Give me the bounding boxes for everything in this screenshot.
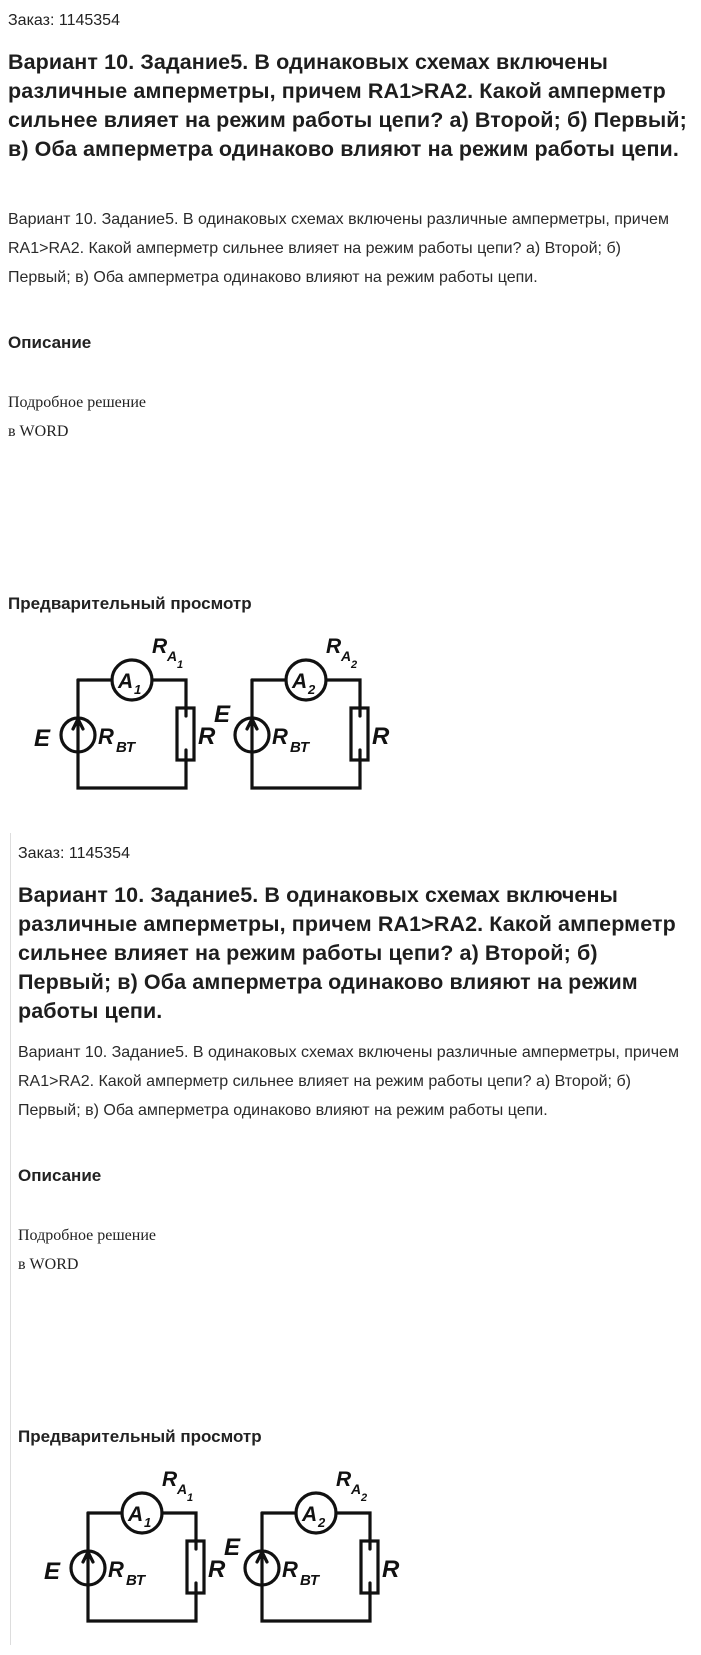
- internal-res-label: R: [108, 1557, 124, 1582]
- description-line-1: Подробное решение: [18, 1227, 156, 1244]
- ra2-sub: A: [341, 648, 352, 664]
- emf-2-label: E: [224, 1534, 241, 1561]
- description-line-2: в WORD: [8, 423, 69, 440]
- ammeter-2-label: A: [292, 670, 308, 693]
- description-line-2: в WORD: [18, 1256, 79, 1273]
- internal-sub-label: ВТ: [126, 1572, 146, 1589]
- emf-label: E: [44, 1558, 61, 1585]
- ra1-sub2: 1: [187, 1492, 194, 1504]
- order-label: Заказ: 1145354: [18, 845, 130, 862]
- ra1-label: R: [152, 635, 168, 658]
- task-lead: Вариант 10. Задание5. В одинаковых схемах включены различные амперметры, причем RA1>RA2. Какой амперметр сильнее влияет на режим работы цепи? а) Второй; б) Первый; в) Оба амперметра одинаково влияют на режим работы цепи.: [18, 1044, 679, 1119]
- internal-sub-2-label: ВТ: [300, 1572, 320, 1589]
- load-1-label: R: [198, 723, 216, 750]
- ra1-sub: A: [177, 1481, 188, 1497]
- load-2-label: R: [382, 1556, 400, 1583]
- task-title: Вариант 10. Задание5. В одинаковых схемах включены различные амперметры, причем RA1>RA2. Какой амперметр сильнее влияет на режим работы цепи? а) Второй; б) Первый; в) Оба амперметра одинаково влияют на режим работы цепи.: [8, 50, 687, 161]
- ammeter-2-sub: 2: [308, 682, 316, 697]
- internal-sub-label: ВТ: [116, 739, 136, 756]
- description-heading: Описание: [8, 333, 92, 352]
- load-2-label: R: [372, 723, 390, 750]
- ra2-sub2: 2: [351, 659, 358, 671]
- ra2-sub2: 2: [361, 1492, 368, 1504]
- emf-2-label: E: [214, 701, 231, 728]
- ammeter-2-label: A: [302, 1503, 318, 1526]
- internal-res-2-label: R: [272, 724, 288, 749]
- ra1-label: R: [162, 1468, 178, 1491]
- circuit-preview-image[interactable]: [32, 1461, 412, 1639]
- ammeter-1-sub: 1: [144, 1515, 152, 1530]
- ra2-label: R: [336, 1468, 352, 1491]
- internal-res-2-label: R: [282, 1557, 298, 1582]
- emf-label: E: [34, 725, 51, 752]
- internal-sub-2-label: ВТ: [290, 739, 310, 756]
- ammeter-1-label: A: [118, 670, 134, 693]
- order-card-2: [10, 833, 701, 1645]
- circuit-preview-image[interactable]: [22, 628, 402, 806]
- description-line-1: Подробное решение: [8, 394, 146, 411]
- description-heading: Описание: [18, 1166, 102, 1185]
- ammeter-1-sub: 1: [134, 682, 142, 697]
- ra2-label: R: [326, 635, 342, 658]
- ammeter-2-sub: 2: [318, 1515, 326, 1530]
- load-1-label: R: [208, 1556, 226, 1583]
- internal-res-label: R: [98, 724, 114, 749]
- ra1-sub: A: [167, 648, 178, 664]
- order-card-1: [0, 0, 701, 812]
- ammeter-1-label: A: [128, 1503, 144, 1526]
- ra2-sub: A: [351, 1481, 362, 1497]
- preview-heading: Предварительный просмотр: [8, 594, 252, 613]
- preview-heading: Предварительный просмотр: [18, 1427, 262, 1446]
- order-label: Заказ: 1145354: [8, 12, 120, 29]
- task-title: Вариант 10. Задание5. В одинаковых схемах включены различные амперметры, причем RA1>RA2. Какой амперметр сильнее влияет на режим работы цепи? а) Второй; б) Первый; в) Оба амперметра одинаково влияют на режим работы цепи.: [18, 883, 676, 1023]
- task-lead: Вариант 10. Задание5. В одинаковых схемах включены различные амперметры, причем RA1>RA2. Какой амперметр сильнее влияет на режим работы цепи? а) Второй; б) Первый; в) Оба амперметра одинаково влияют на режим работы цепи.: [8, 211, 669, 286]
- ra1-sub2: 1: [177, 659, 184, 671]
